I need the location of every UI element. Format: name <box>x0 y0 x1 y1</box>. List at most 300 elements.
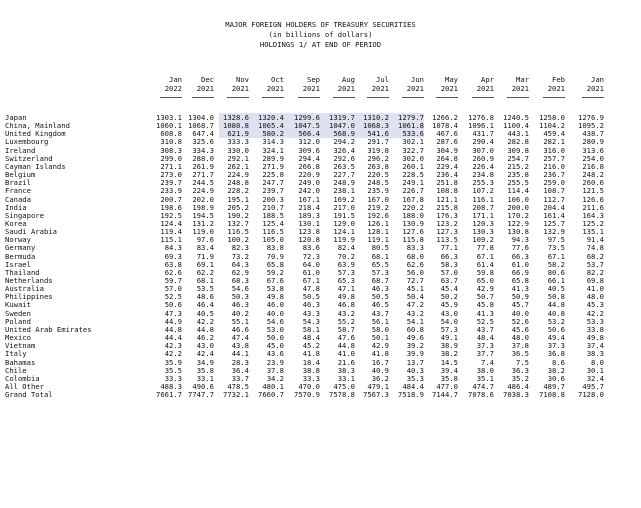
table-cell: 124.1 <box>333 227 355 237</box>
table-cell: 1279.7 <box>398 113 424 122</box>
table-cell: 234.8 <box>472 170 494 180</box>
table-cell: 443.1 <box>507 129 529 139</box>
table-cell: 37.8 <box>266 365 284 375</box>
table-cell: 255.3 <box>472 178 494 188</box>
table-cell: 65.8 <box>511 276 529 285</box>
table-cell: 262.1 <box>227 161 249 171</box>
row-label: Poland <box>5 316 31 326</box>
table-cell: 16.7 <box>371 357 389 367</box>
table-cell: 35.2 <box>511 373 529 383</box>
table-cell: 438.7 <box>582 129 604 139</box>
table-cell: 35.5 <box>164 365 182 375</box>
row-label: Brazil <box>5 178 31 188</box>
table-cell: 48.4 <box>476 333 494 343</box>
table-cell: 49.8 <box>266 292 284 302</box>
table-cell: 50.3 <box>231 292 249 302</box>
table-cell: 77.1 <box>440 243 458 253</box>
column-header-rule <box>160 97 182 98</box>
document-subtitle-units: (in billions of dollars) <box>268 30 373 39</box>
table-cell: 304.9 <box>436 145 458 155</box>
table-cell: 36.5 <box>511 349 529 359</box>
table-cell: 45.8 <box>476 300 494 310</box>
column-header-year: 2021 <box>231 84 249 93</box>
column-header-rule <box>472 97 494 98</box>
column-header-rule <box>507 97 529 98</box>
table-cell: 228.2 <box>227 186 249 196</box>
table-cell: 114.4 <box>507 186 529 196</box>
table-cell: 308.3 <box>160 145 182 155</box>
table-cell: 112.7 <box>543 194 565 204</box>
column-header-rule <box>262 97 284 98</box>
row-label: Saudi Arabia <box>5 227 57 237</box>
table-cell: 254.7 <box>507 153 529 163</box>
table-cell: 40.8 <box>547 308 565 318</box>
table-cell: 50.8 <box>547 292 565 302</box>
table-cell: 62.9 <box>231 267 249 277</box>
table-cell: 248.9 <box>333 178 355 188</box>
table-cell: 63.8 <box>164 259 182 269</box>
table-cell: 47.4 <box>231 333 249 343</box>
table-cell: 195.1 <box>227 194 249 204</box>
row-label: Sweden <box>5 308 31 318</box>
table-cell: 302.0 <box>402 153 424 163</box>
document-title: MAJOR FOREIGN HOLDERS OF TREASURY SECURITIES <box>225 20 416 29</box>
table-cell: 217.0 <box>333 202 355 212</box>
table-cell: 53.0 <box>266 324 284 334</box>
table-cell: 53.2 <box>547 316 565 326</box>
table-cell: 296.2 <box>367 153 389 163</box>
row-label: Thailand <box>5 267 40 277</box>
table-cell: 66.9 <box>511 267 529 277</box>
table-cell: 121.1 <box>436 194 458 204</box>
table-cell: 1068.3 <box>363 121 389 131</box>
table-cell: 216.0 <box>543 161 565 171</box>
table-cell: 30.1 <box>586 365 604 375</box>
table-cell: 127.3 <box>436 227 458 237</box>
table-cell: 271.7 <box>192 170 214 180</box>
table-cell: 126.6 <box>582 194 604 204</box>
table-cell: 47.2 <box>406 300 424 310</box>
table-cell: 57.3 <box>371 267 389 277</box>
table-cell: 64.0 <box>302 259 320 269</box>
table-cell: 66.3 <box>511 251 529 261</box>
table-cell: 73.2 <box>231 251 249 261</box>
table-cell: 310.8 <box>160 137 182 147</box>
table-cell: 49.4 <box>547 333 565 343</box>
table-cell: 198.9 <box>192 202 214 212</box>
table-cell: 47.8 <box>302 284 320 294</box>
table-cell: 82.2 <box>586 267 604 277</box>
table-cell: 533.6 <box>402 129 424 139</box>
table-cell: 459.4 <box>543 129 565 139</box>
table-cell: 53.3 <box>586 316 604 326</box>
table-cell: 218.4 <box>298 202 320 212</box>
table-cell: 210.7 <box>262 202 284 212</box>
table-cell: 43.3 <box>302 308 320 318</box>
table-cell: 91.4 <box>586 235 604 245</box>
table-cell: 169.2 <box>333 194 355 204</box>
table-cell: 313.6 <box>582 145 604 155</box>
table-cell: 46.0 <box>266 300 284 310</box>
table-cell: 192.6 <box>367 210 389 220</box>
table-cell: 36.3 <box>511 365 529 375</box>
table-cell: 50.0 <box>266 333 284 343</box>
table-cell: 41.0 <box>586 284 604 294</box>
table-cell: 215.8 <box>436 202 458 212</box>
table-cell: 282.1 <box>543 137 565 147</box>
table-cell: 289.9 <box>262 153 284 163</box>
row-label: Singapore <box>5 210 44 220</box>
table-cell: 49.6 <box>406 333 424 343</box>
table-cell: 40.5 <box>196 308 214 318</box>
table-cell: 50.6 <box>547 324 565 334</box>
table-cell: 229.4 <box>436 161 458 171</box>
table-cell: 65.3 <box>337 276 355 285</box>
table-cell: 116.1 <box>472 194 494 204</box>
table-cell: 127.6 <box>402 227 424 237</box>
table-cell: 48.0 <box>586 292 604 302</box>
table-cell: 7078.6 <box>468 390 494 400</box>
table-cell: 43.0 <box>196 341 214 351</box>
column-header-year: 2022 <box>164 84 182 93</box>
table-cell: 334.3 <box>192 145 214 155</box>
row-label: Netherlands <box>5 276 53 285</box>
table-cell: 233.9 <box>160 186 182 196</box>
table-cell: 255.5 <box>507 178 529 188</box>
table-cell: 260.9 <box>472 153 494 163</box>
column-header-rule <box>367 97 389 98</box>
table-cell: 35.3 <box>406 373 424 383</box>
table-cell: 7660.7 <box>258 390 284 400</box>
table-cell: 259.0 <box>543 178 565 188</box>
table-cell: 225.8 <box>262 170 284 180</box>
table-cell: 61.0 <box>511 259 529 269</box>
table-cell: 7.4 <box>481 357 494 367</box>
table-cell: 314.3 <box>262 137 284 147</box>
table-cell: 7038.3 <box>503 390 529 400</box>
table-cell: 62.6 <box>164 267 182 277</box>
table-cell: 249.1 <box>402 178 424 188</box>
row-label: Grand Total <box>5 390 53 400</box>
table-cell: 273.0 <box>160 170 182 180</box>
table-cell: 220.2 <box>402 202 424 212</box>
table-cell: 204.4 <box>543 202 565 212</box>
column-header-month: Jul <box>376 75 389 84</box>
column-header-year: 2021 <box>302 84 320 93</box>
table-cell: 38.0 <box>476 365 494 375</box>
table-cell: 271.9 <box>262 161 284 171</box>
table-cell: 260.6 <box>582 178 604 188</box>
table-cell: 46.3 <box>231 300 249 310</box>
table-cell: 77.8 <box>476 243 494 253</box>
table-cell: 46.3 <box>302 300 320 310</box>
table-cell: 42.4 <box>196 349 214 359</box>
table-cell: 82.3 <box>231 243 249 253</box>
column-header-year: 2021 <box>476 84 494 93</box>
table-cell: 123.2 <box>436 218 458 228</box>
table-cell: 484.4 <box>402 381 424 391</box>
row-label: Bahamas <box>5 357 36 367</box>
table-cell: 227.7 <box>333 170 355 180</box>
table-cell: 235.8 <box>507 170 529 180</box>
table-cell: 67.1 <box>547 251 565 261</box>
row-label: Korea <box>5 218 27 228</box>
table-cell: 43.0 <box>440 308 458 318</box>
table-cell: 54.1 <box>406 316 424 326</box>
table-cell: 330.0 <box>227 145 249 155</box>
table-cell: 44.8 <box>164 324 182 334</box>
row-label: Luxembourg <box>5 137 49 147</box>
table-cell: 126.1 <box>367 218 389 228</box>
table-cell: 32.4 <box>586 373 604 383</box>
table-cell: 108.8 <box>436 186 458 196</box>
table-cell: 1080.8 <box>223 121 249 131</box>
table-cell: 271.1 <box>160 161 182 171</box>
table-cell: 568.9 <box>333 129 355 139</box>
table-cell: 228.5 <box>402 170 424 180</box>
table-cell: 35.8 <box>196 365 214 375</box>
column-header-rule <box>402 97 424 98</box>
table-cell: 13.7 <box>406 357 424 367</box>
table-cell: 324.1 <box>262 145 284 155</box>
table-cell: 566.4 <box>298 129 320 139</box>
table-cell: 282.8 <box>507 137 529 147</box>
table-cell: 21.6 <box>337 357 355 367</box>
table-cell: 467.6 <box>436 129 458 139</box>
table-cell: 72.7 <box>406 276 424 285</box>
row-label: Ireland <box>5 145 36 155</box>
table-cell: 188.5 <box>262 210 284 220</box>
table-cell: 226.4 <box>472 161 494 171</box>
column-header-year: 2021 <box>547 84 565 93</box>
table-cell: 113.5 <box>436 235 458 245</box>
table-cell: 224.9 <box>227 170 249 180</box>
table-cell: 479.1 <box>367 381 389 391</box>
table-cell: 58.0 <box>371 324 389 334</box>
table-cell: 470.0 <box>298 381 320 391</box>
table-cell: 477.0 <box>436 381 458 391</box>
row-label: Belgium <box>5 170 36 180</box>
table-cell: 333.3 <box>227 137 249 147</box>
table-cell: 41.0 <box>337 349 355 359</box>
table-cell: 249.0 <box>298 178 320 188</box>
table-cell: 219.2 <box>367 202 389 212</box>
column-header-year: 2021 <box>196 84 214 93</box>
table-cell: 67.1 <box>476 251 494 261</box>
column-header-month: Jun <box>411 75 424 84</box>
table-cell: 54.6 <box>266 316 284 326</box>
table-cell: 621.9 <box>227 129 249 139</box>
table-cell: 50.5 <box>371 292 389 302</box>
table-cell: 119.9 <box>333 235 355 245</box>
table-cell: 68.0 <box>406 251 424 261</box>
table-cell: 68.2 <box>586 251 604 261</box>
table-cell: 226.7 <box>402 186 424 196</box>
column-header-year: 2021 <box>586 84 604 93</box>
table-cell: 33.1 <box>337 373 355 383</box>
table-cell: 45.3 <box>586 300 604 310</box>
table-cell: 49.1 <box>440 333 458 343</box>
document-subtitle-period: HOLDINGS 1/ AT END OF PERIOD <box>259 40 382 49</box>
table-cell: 215.2 <box>507 161 529 171</box>
table-cell: 131.2 <box>192 218 214 228</box>
table-cell: 192.5 <box>160 210 182 220</box>
column-header-month: Jan <box>591 75 604 84</box>
table-cell: 38.2 <box>440 349 458 359</box>
table-cell: 116.5 <box>227 227 249 237</box>
table-cell: 1303.1 <box>156 113 182 122</box>
column-header-month: Sep <box>307 75 320 84</box>
table-cell: 46.5 <box>371 300 389 310</box>
table-cell: 1240.5 <box>503 113 529 122</box>
row-label: Chile <box>5 365 27 375</box>
table-cell: 128.1 <box>367 227 389 237</box>
table-cell: 39.9 <box>406 349 424 359</box>
table-cell: 45.6 <box>511 324 529 334</box>
table-cell: 247.7 <box>262 178 284 188</box>
table-cell: 36.4 <box>231 365 249 375</box>
table-cell: 58.3 <box>440 259 458 269</box>
table-cell: 36.2 <box>371 373 389 383</box>
table-cell: 191.5 <box>333 210 355 220</box>
table-cell: 55.1 <box>231 316 249 326</box>
table-cell: 56.0 <box>406 267 424 277</box>
table-cell: 200.7 <box>160 194 182 204</box>
table-cell: 42.9 <box>371 341 389 351</box>
table-cell: 161.4 <box>543 210 565 220</box>
table-cell: 68.1 <box>371 251 389 261</box>
table-cell: 248.5 <box>367 178 389 188</box>
table-cell: 290.4 <box>472 137 494 147</box>
row-label: China, Mainland <box>5 121 70 131</box>
table-cell: 47.3 <box>164 308 182 318</box>
table-cell: 53.5 <box>196 284 214 294</box>
table-cell: 1068.7 <box>188 121 214 131</box>
table-cell: 7661.7 <box>156 390 182 400</box>
table-cell: 116.5 <box>262 227 284 237</box>
table-cell: 541.6 <box>367 129 389 139</box>
table-cell: 1328.6 <box>223 113 249 122</box>
table-cell: 40.0 <box>511 308 529 318</box>
table-cell: 50.1 <box>371 333 389 343</box>
column-header-rule <box>582 97 604 98</box>
table-cell: 239.7 <box>160 178 182 188</box>
table-cell: 236.4 <box>436 170 458 180</box>
table-cell: 1258.0 <box>539 113 565 122</box>
table-cell: 125.7 <box>543 218 565 228</box>
table-cell: 108.7 <box>543 186 565 196</box>
table-cell: 52.5 <box>164 292 182 302</box>
table-cell: 130.3 <box>472 227 494 237</box>
table-cell: 176.3 <box>436 210 458 220</box>
table-cell: 37.7 <box>476 349 494 359</box>
table-cell: 83.4 <box>196 243 214 253</box>
table-cell: 242.0 <box>298 186 320 196</box>
table-cell: 7747.7 <box>188 390 214 400</box>
table-cell: 14.5 <box>440 357 458 367</box>
table-cell: 198.6 <box>160 202 182 212</box>
table-cell: 44.8 <box>337 341 355 351</box>
table-cell: 1100.4 <box>503 121 529 131</box>
table-cell: 167.8 <box>402 194 424 204</box>
table-cell: 119.0 <box>192 227 214 237</box>
table-cell: 1047.0 <box>329 121 355 131</box>
table-cell: 1310.2 <box>363 113 389 122</box>
table-cell: 40.3 <box>406 365 424 375</box>
table-cell: 35.1 <box>476 373 494 383</box>
table-cell: 124.4 <box>160 218 182 228</box>
table-cell: 46.3 <box>371 284 389 294</box>
table-cell: 1065.4 <box>258 121 284 131</box>
table-cell: 38.2 <box>547 365 565 375</box>
table-cell: 42.3 <box>164 341 182 351</box>
table-cell: 61.4 <box>476 259 494 269</box>
table-cell: 288.0 <box>192 153 214 163</box>
table-cell: 60.8 <box>406 324 424 334</box>
table-cell: 44.1 <box>231 349 249 359</box>
table-cell: 46.2 <box>196 333 214 343</box>
table-cell: 69.3 <box>164 251 182 261</box>
table-cell: 135.1 <box>582 227 604 237</box>
table-cell: 1104.2 <box>539 121 565 131</box>
table-cell: 220.9 <box>298 170 320 180</box>
table-cell: 167.0 <box>367 194 389 204</box>
table-cell: 37.3 <box>547 341 565 351</box>
table-cell: 292.6 <box>333 153 355 163</box>
table-cell: 64.3 <box>231 259 249 269</box>
table-cell: 48.4 <box>302 333 320 343</box>
table-cell: 37.4 <box>586 341 604 351</box>
table-cell: 489.7 <box>543 381 565 391</box>
table-cell: 54.3 <box>302 316 320 326</box>
column-header-month: Aug <box>342 75 355 84</box>
table-cell: 263.8 <box>367 161 389 171</box>
table-cell: 105.0 <box>262 235 284 245</box>
table-cell: 52.6 <box>511 316 529 326</box>
table-cell: 69.8 <box>586 276 604 285</box>
table-cell: 73.5 <box>547 243 565 253</box>
table-cell: 57.3 <box>337 267 355 277</box>
row-label: France <box>5 186 31 196</box>
table-cell: 67.6 <box>266 276 284 285</box>
table-cell: 58.1 <box>302 324 320 334</box>
table-cell: 325.6 <box>192 137 214 147</box>
table-cell: 132.7 <box>227 218 249 228</box>
table-cell: 474.7 <box>472 381 494 391</box>
column-header-month: Feb <box>552 75 565 84</box>
row-label: Italy <box>5 349 27 359</box>
table-cell: 55.2 <box>337 316 355 326</box>
table-cell: 63.9 <box>337 259 355 269</box>
table-cell: 294.2 <box>333 137 355 147</box>
table-cell: 72.3 <box>302 251 320 261</box>
column-header-month: Mar <box>516 75 529 84</box>
table-cell: 45.4 <box>440 284 458 294</box>
table-cell: 40.2 <box>231 308 249 318</box>
table-cell: 59.7 <box>164 276 182 285</box>
table-cell: 299.0 <box>160 153 182 163</box>
table-cell: 316.0 <box>543 145 565 155</box>
table-cell: 1078.4 <box>432 121 458 131</box>
table-cell: 33.3 <box>164 373 182 383</box>
column-header-rule <box>543 97 565 98</box>
column-header-year: 2021 <box>266 84 284 93</box>
table-cell: 8.0 <box>591 357 604 367</box>
table-cell: 129.0 <box>333 218 355 228</box>
table-cell: 188.0 <box>402 210 424 220</box>
table-cell: 287.6 <box>436 137 458 147</box>
row-label: India <box>5 202 27 212</box>
